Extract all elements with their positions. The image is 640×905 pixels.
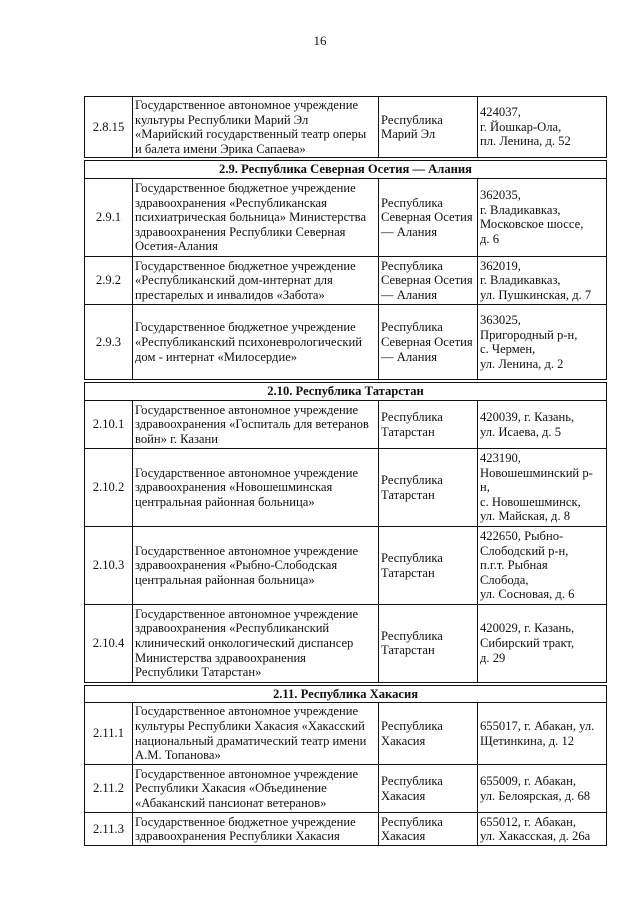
region-line: Хакасия <box>381 829 426 844</box>
address-cell <box>478 304 607 381</box>
page-number: 16 <box>313 33 327 48</box>
address-line: ул. Майская, д. 8 <box>480 509 571 524</box>
address-line: н, <box>480 480 490 495</box>
institution-name-line: Государственное автономное учреждение <box>135 606 359 621</box>
institution-name-line: психиатрическая больница» Министерства <box>135 210 367 225</box>
row-number-cell: 2.10.1 <box>85 401 133 449</box>
table-row <box>85 449 607 527</box>
address-line: Новошешминский р- <box>480 465 593 480</box>
region-line: Республика <box>381 320 443 335</box>
region-line: Республика <box>381 774 443 789</box>
region-line: Республика <box>381 814 443 829</box>
address-line: п.г.т. Рыбная <box>480 558 548 573</box>
institution-name-line: национальный драматический театр имени <box>135 733 367 748</box>
row-number-cell: 2.11.2 <box>85 765 133 813</box>
address-line: ул. Хакасская, д. 26а <box>480 829 591 844</box>
region-line: Республика <box>381 112 443 127</box>
address-line: 422650, Рыбно- <box>480 529 564 544</box>
institution-name-cell <box>133 449 379 527</box>
table-row <box>85 256 607 304</box>
region-line: Хакасия <box>381 733 426 748</box>
address-cell <box>478 703 607 765</box>
institution-name-line: Государственное автономное учреждение <box>135 402 359 417</box>
region-line: — Алания <box>381 349 437 364</box>
section-heading: 2.11. Республика Хакасия <box>85 684 607 703</box>
institution-name-line: здравоохранения «Республиканский <box>135 621 330 636</box>
address-line: Слобода, <box>480 572 529 587</box>
institution-name-line: Государственное бюджетное учреждение <box>135 180 356 195</box>
table-row <box>85 703 607 765</box>
region-cell <box>379 401 478 449</box>
section-heading-row <box>85 381 607 400</box>
institution-name-line: здравоохранения «Новошешминская <box>135 480 333 495</box>
region-cell <box>379 97 478 160</box>
region-line: Татарстан <box>381 487 435 502</box>
section-heading: 2.9. Республика Северная Осетия — Алания <box>85 159 607 178</box>
address-line: ул. Сосновая, д. 6 <box>480 587 575 602</box>
address-line: Слободский р-н, <box>480 543 569 558</box>
institution-name-line: клинический онкологический диспансер <box>135 636 354 651</box>
address-line: Сибирский тракт, <box>480 636 575 651</box>
address-line: 655012, г. Абакан, <box>480 814 576 829</box>
table-row <box>85 605 607 684</box>
institution-name-line: здравоохранения Республики Северная <box>135 224 346 239</box>
institution-name-cell <box>133 605 379 684</box>
address-cell <box>478 256 607 304</box>
institution-name-line: «Абаканский пансионат ветеранов» <box>135 795 327 810</box>
institution-name-cell <box>133 765 379 813</box>
institution-name-line: Государственное автономное учреждение <box>135 766 359 781</box>
address-line: г. Владикавказ, <box>480 273 561 288</box>
institution-name-line: и балета имени Эрика Сапаева» <box>135 141 306 156</box>
section-heading-row <box>85 684 607 703</box>
address-line: Московское шоссе, <box>480 217 584 232</box>
address-cell <box>478 527 607 605</box>
institution-name-line: Государственное бюджетное учреждение <box>135 258 356 273</box>
region-line: Северная Осетия <box>381 273 473 288</box>
address-line: г. Владикавказ, <box>480 202 561 217</box>
address-line: 655009, г. Абакан, <box>480 774 576 789</box>
institution-name-line: культуры Республики Хакасия «Хакасский <box>135 719 365 734</box>
institution-name-cell <box>133 178 379 256</box>
institution-name-line: Осетия-Алания <box>135 239 218 254</box>
region-cell <box>379 765 478 813</box>
address-line: ул. Белоярская, д. 68 <box>480 788 591 803</box>
institution-name-line: «Республиканский дом-интернат для <box>135 273 333 288</box>
address-line: Щетинкина, д. 12 <box>480 733 575 748</box>
row-number-cell: 2.9.3 <box>85 304 133 381</box>
institution-name-line: Министерства здравоохранения <box>135 650 306 665</box>
address-cell <box>478 449 607 527</box>
institution-name-line: дом - интернат «Милосердие» <box>135 349 298 364</box>
address-line: с. Чермен, <box>480 342 536 357</box>
region-cell <box>379 527 478 605</box>
table-row <box>85 97 607 160</box>
institution-name-cell <box>133 527 379 605</box>
institution-name-cell <box>133 401 379 449</box>
institution-name-line: культуры Республики Марий Эл <box>135 112 309 127</box>
institution-name-line: Государственное бюджетное учреждение <box>135 814 356 829</box>
address-line: ул. Пушкинская, д. 7 <box>480 287 592 302</box>
region-line: — Алания <box>381 287 437 302</box>
institution-name-line: здравоохранения «Госпиталь для ветеранов <box>135 417 369 432</box>
table-row <box>85 527 607 605</box>
institutions-table-body <box>85 97 607 846</box>
institution-name-cell <box>133 304 379 381</box>
region-cell <box>379 304 478 381</box>
address-cell <box>478 605 607 684</box>
address-line: 362019, <box>480 258 521 273</box>
row-number-cell: 2.8.15 <box>85 97 133 160</box>
address-line: 362035, <box>480 188 521 203</box>
table-row <box>85 813 607 846</box>
address-line: с. Новошешминск, <box>480 494 581 509</box>
region-cell <box>379 449 478 527</box>
region-line: Марий Эл <box>381 127 436 142</box>
institution-name-cell <box>133 256 379 304</box>
institution-name-line: здравоохранения Республики Хакасия <box>135 829 340 844</box>
row-number-cell: 2.9.2 <box>85 256 133 304</box>
address-line: ул. Исаева, д. 5 <box>480 424 562 439</box>
row-number-cell: 2.9.1 <box>85 178 133 256</box>
region-cell <box>379 256 478 304</box>
region-cell <box>379 178 478 256</box>
institution-name-line: А.М. Топанова» <box>135 748 221 763</box>
institution-name-cell <box>133 813 379 846</box>
address-line: 655017, г. Абакан, ул. <box>480 719 595 734</box>
address-line: 420029, г. Казань, <box>480 621 575 636</box>
region-line: Татарстан <box>381 643 435 658</box>
region-cell <box>379 813 478 846</box>
address-cell <box>478 765 607 813</box>
institutions-table <box>84 96 607 846</box>
institution-name-line: центральная районная больница» <box>135 494 315 509</box>
institution-name-line: Государственное автономное учреждение <box>135 465 359 480</box>
region-line: Республика <box>381 628 443 643</box>
region-cell <box>379 703 478 765</box>
table-row <box>85 178 607 256</box>
institution-name-line: престарелых и инвалидов «Забота» <box>135 287 325 302</box>
institution-name-cell <box>133 97 379 160</box>
address-line: 423190, <box>480 451 521 466</box>
region-line: Республика <box>381 195 443 210</box>
row-number-cell: 2.11.3 <box>85 813 133 846</box>
address-line: пл. Ленина, д. 52 <box>480 134 571 149</box>
institution-name-line: Республики Татарстан» <box>135 665 262 680</box>
address-line: ул. Ленина, д. 2 <box>480 356 564 371</box>
table-row <box>85 765 607 813</box>
institution-name-line: Государственное бюджетное учреждение <box>135 320 356 335</box>
address-cell <box>478 813 607 846</box>
region-line: — Алания <box>381 224 437 239</box>
address-cell <box>478 97 607 160</box>
region-line: Северная Осетия <box>381 210 473 225</box>
row-number-cell: 2.10.4 <box>85 605 133 684</box>
institution-name-cell <box>133 703 379 765</box>
region-line: Республика <box>381 409 443 424</box>
row-number-cell: 2.11.1 <box>85 703 133 765</box>
institution-name-line: центральная районная больница» <box>135 572 315 587</box>
institution-name-line: Государственное автономное учреждение <box>135 543 359 558</box>
region-line: Татарстан <box>381 424 435 439</box>
institution-name-line: «Республиканский психоневрологический <box>135 334 363 349</box>
address-line: Пригородный р-н, <box>480 327 578 342</box>
region-line: Хакасия <box>381 788 426 803</box>
institution-name-line: Государственное автономное учреждение <box>135 704 359 719</box>
row-number-cell: 2.10.2 <box>85 449 133 527</box>
table-row <box>85 304 607 381</box>
table-row <box>85 401 607 449</box>
address-line: 424037, <box>480 105 521 120</box>
address-cell <box>478 178 607 256</box>
address-cell <box>478 401 607 449</box>
institution-name-line: здравоохранения «Рыбно-Слободская <box>135 558 338 573</box>
institution-name-line: здравоохранения «Республиканская <box>135 195 327 210</box>
row-number-cell: 2.10.3 <box>85 527 133 605</box>
region-line: Северная Осетия <box>381 334 473 349</box>
address-line: д. 29 <box>480 650 506 665</box>
region-line: Республика <box>381 472 443 487</box>
section-heading: 2.10. Республика Татарстан <box>85 381 607 400</box>
section-heading-row <box>85 159 607 178</box>
region-line: Республика <box>381 550 443 565</box>
institution-name-line: «Марийский государственный театр оперы <box>135 127 367 142</box>
address-line: г. Йошкар-Ола, <box>480 119 562 134</box>
region-line: Татарстан <box>381 565 435 580</box>
region-cell <box>379 605 478 684</box>
institution-name-line: Республики Хакасия «Объединение <box>135 781 327 796</box>
region-line: Республика <box>381 719 443 734</box>
address-line: 363025, <box>480 313 521 328</box>
region-line: Республика <box>381 258 443 273</box>
address-line: д. 6 <box>480 232 500 247</box>
institution-name-line: войн» г. Казани <box>135 431 218 446</box>
address-line: 420039, г. Казань, <box>480 409 575 424</box>
institution-name-line: Государственное автономное учреждение <box>135 98 359 112</box>
